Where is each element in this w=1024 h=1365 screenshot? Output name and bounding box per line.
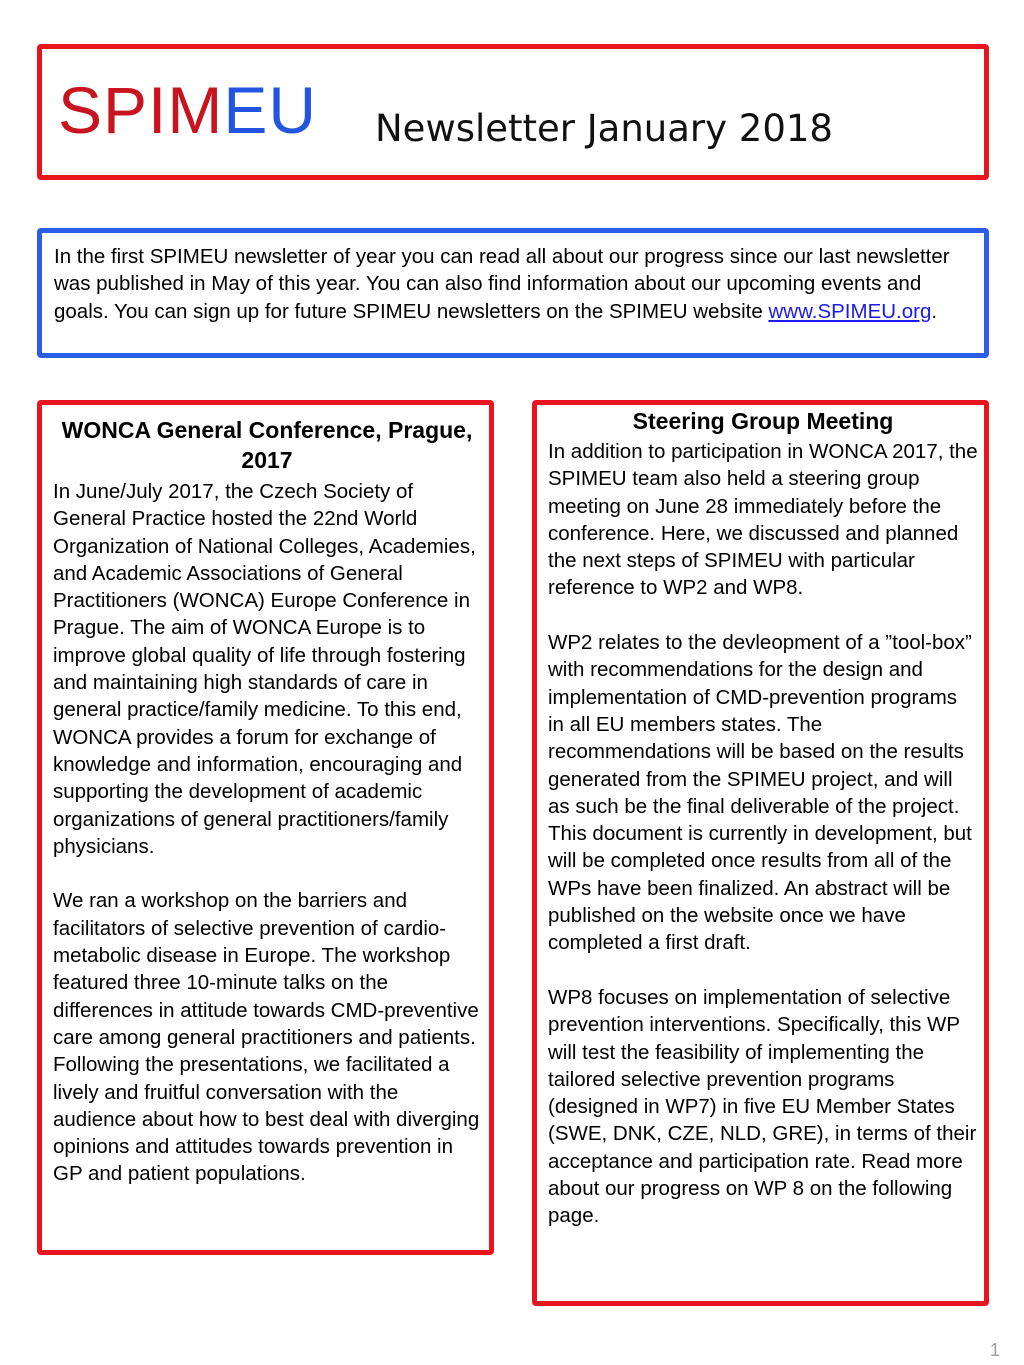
steering-paragraph-1: In addition to participation in WONCA 2017, the SPIMEU team also held a steering group meeting on June 28 immediately before the conference. Here, we discussed and planned the next steps of SPIMEU with particular reference to WP2 and WP8. (548, 440, 978, 600)
wonca-paragraph-2: We ran a workshop on the barriers and facilitators of selective prevention of cardio-metabolic disease in Europe. The workshop featured three 10-minute talks on the differences in attitude towards CMD-preventive care among general practitioners and patients. Following the presentations, we facilitated a lively and fruitful conversation with the audience about how to best deal with diverging opinions and attitudes towards prevention in GP and patient populations. (53, 889, 480, 1186)
intro-text (54, 243, 964, 325)
logo-eu: EU (223, 73, 318, 147)
steering-group-box (532, 400, 989, 1306)
intro-end: . (931, 299, 938, 323)
wonca-article-title: WONCA General Conference, Prague, 2017 (61, 417, 473, 473)
intro-body: In the first SPIMEU newsletter of year you can read all about our progress since our last newsletter was published in May of this year. You can also find information about our upcoming events and goals. You can sign up for future SPIMEU newsletters on the SPIMEU website (54, 245, 950, 323)
spimeu-logo (58, 73, 318, 147)
intro-box (37, 228, 989, 358)
header-box (37, 44, 989, 180)
wonca-article-box (37, 400, 494, 1255)
logo-spim: SPIM (58, 73, 224, 147)
page-number: 1 (989, 1340, 1000, 1360)
steering-paragraph-2: WP2 relates to the devleopment of a ”tool-box” with recommendations for the design and implementation of CMD-prevention programs in all EU members states. The recommendations will be based on the results generated from the SPIMEU project, and will as such be the final deliverable of the project. This document is currently in development, but will be completed once results from all of the WPs have been finalized. An abstract will be published on the website once we have completed a first draft. (548, 631, 972, 955)
wonca-paragraph-1: In June/July 2017, the Czech Society of General Practice hosted the 22nd World Organization of National Colleges, Academies, and Academic Associations of General Practitioners (WONCA) Europe Conference in Prague. The aim of WONCA Europe is to improve global quality of life through fostering and maintaining high standards of care in general practice/family medicine. To this end, WONCA provides a forum for exchange of knowledge and information, encouraging and supporting the development of academic organizations of general practitioners/family physicians. (53, 480, 476, 858)
spimeu-website-link[interactable]: www.SPIMEU.org (768, 299, 932, 323)
steering-paragraph-3: WP8 focuses on implementation of selective prevention interventions. Specifically, this WP will test the feasibility of implementing the tailored selective prevention programs (designed in WP7) in five EU Member States (SWE, DNK, CZE, NLD, GRE), in terms of their acceptance and participation rate. Read more about our progress on WP 8 on the following page. (548, 985, 977, 1228)
newsletter-title: Newsletter January 2018 (375, 107, 833, 150)
steering-group-title: Steering Group Meeting (632, 408, 894, 434)
